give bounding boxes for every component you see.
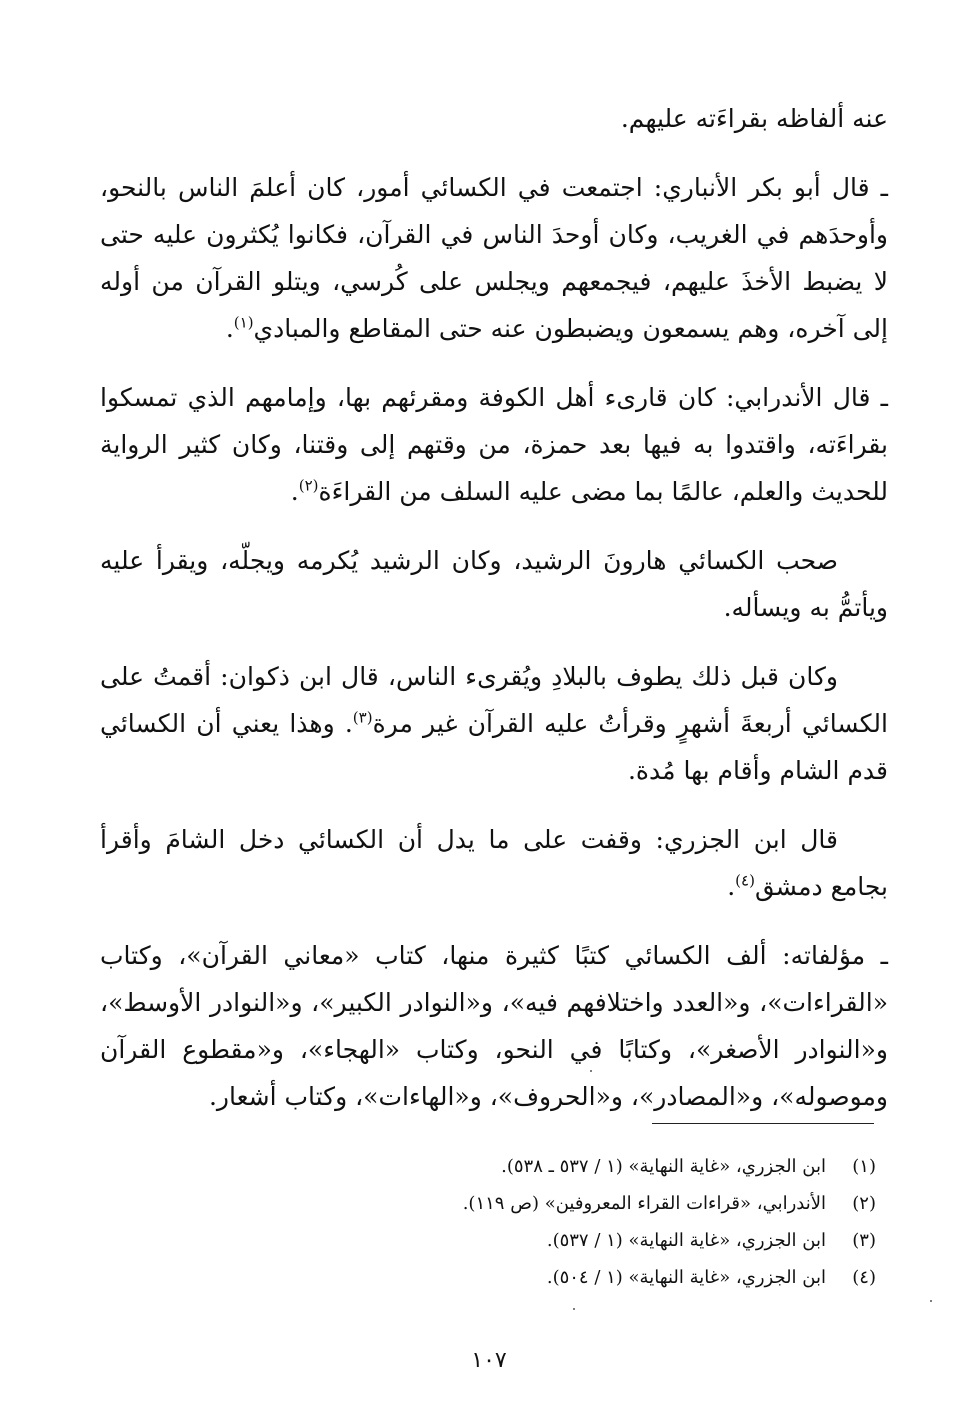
page-number: ١٠٧ [471, 1348, 507, 1373]
footnote-number: (٣) [852, 1230, 876, 1251]
footnote-divider [652, 1123, 874, 1124]
footnote-number: (٢) [852, 1193, 876, 1214]
scan-speck [590, 1070, 592, 1072]
paragraph-5: وكان قبل ذلك يطوف بالبلادِ ويُقرىء الناس، قال ابن ذكوان: أقمتُ على الكسائي أربعةَ أشهرٍ وقرأتُ عليه القرآن غير مرة$^{(٣)}$. وهذا يعني أن الكسائي قدم الشام وأقام بها مُدة. [100, 662, 888, 785]
main-text [100, 95, 888, 1142]
footnote-ref-4: (٤) [735, 871, 755, 890]
paragraph-2: ـ قال أبو بكر الأنباري: اجتمعت في الكسائي أمور، كان أعلمَ الناس بالنحو، وأوحدَهم في الغريب، وكان أوحدَ الناس في القرآن، فكانوا يُكثرون عليه حتى لا يضبط الأخذَ عليهم، فيجمعهم ويجلس على كُرسي، ويتلو القرآن من أوله إلى آخره، وهم يسمعون ويضبطون عنه حتى المقاطع والمبادي$^{(١)}$. [100, 173, 888, 343]
footnote-ref-1: (١) [233, 313, 254, 332]
footnote-text: ابن الجزري، «غاية النهاية» (١ / ٥٠٤). [546, 1267, 826, 1288]
footnote-number: (٤) [852, 1267, 876, 1288]
footnote-ref-2: (٢) [298, 476, 319, 495]
footnote-2 [176, 1185, 876, 1222]
paragraph-6: قال ابن الجزري: وقفت على ما يدل أن الكسائي دخل الشامَ وأقرأ بجامع دمشق$^{(٤)}$. [100, 825, 888, 901]
footnote-4 [176, 1259, 876, 1296]
footnote-text: الأندرابي، «قراءات القراء المعروفين» (ص ١١٩). [462, 1193, 826, 1214]
scan-speck [573, 1308, 575, 1310]
scan-speck [930, 1300, 932, 1302]
paragraph-3: ـ قال الأندرابي: كان قارىء أهل الكوفة ومقرئهم بها، وإمامهم الذي تمسكوا بقراءَته، واقتدوا به فيها بعد حمزة، من وقتهم إلى وقتنا، وكان كثير الرواية للحديث والعلم، عالمًا بما مضى عليه السلف من القراءَة$^{(٢)}$. [100, 383, 888, 506]
footnote-1 [176, 1148, 876, 1185]
paragraph-4: صحب الكسائي هارونَ الرشيد، وكان الرشيد يُكرمه ويجلّه، ويقرأ عليه ويأتمُّ به ويسأله. [100, 546, 888, 622]
paragraph-7: ـ مؤلفاته: ألف الكسائي كتبًا كثيرة منها، كتاب «معاني القرآن»، وكتاب «القراءات»، و«العدد واختلافهم فيه»، و«النوادر الكبير»، و«النوادر الأوسط»، و«النوادر الأصغر»، وكتابًا في النحو، وكتاب «الهجاء»، و«مقطوع القرآن وموصوله»، و«المصادر»، و«الحروف»، و«الهاءات»، وكتاب أشعار. [100, 941, 888, 1111]
footnote-text: ابن الجزري، «غاية النهاية» (١ / ٥٣٧ ـ ٥٣٨). [501, 1156, 826, 1177]
footnote-number: (١) [852, 1156, 876, 1177]
paragraph-1: عنه ألفاظه بقراءَته عليهم. [620, 104, 888, 133]
footnote-ref-3: (٣) [352, 708, 373, 727]
footnote-text: ابن الجزري، «غاية النهاية» (١ / ٥٣٧). [546, 1230, 826, 1251]
footnote-3 [176, 1222, 876, 1259]
footnotes [176, 1148, 876, 1296]
